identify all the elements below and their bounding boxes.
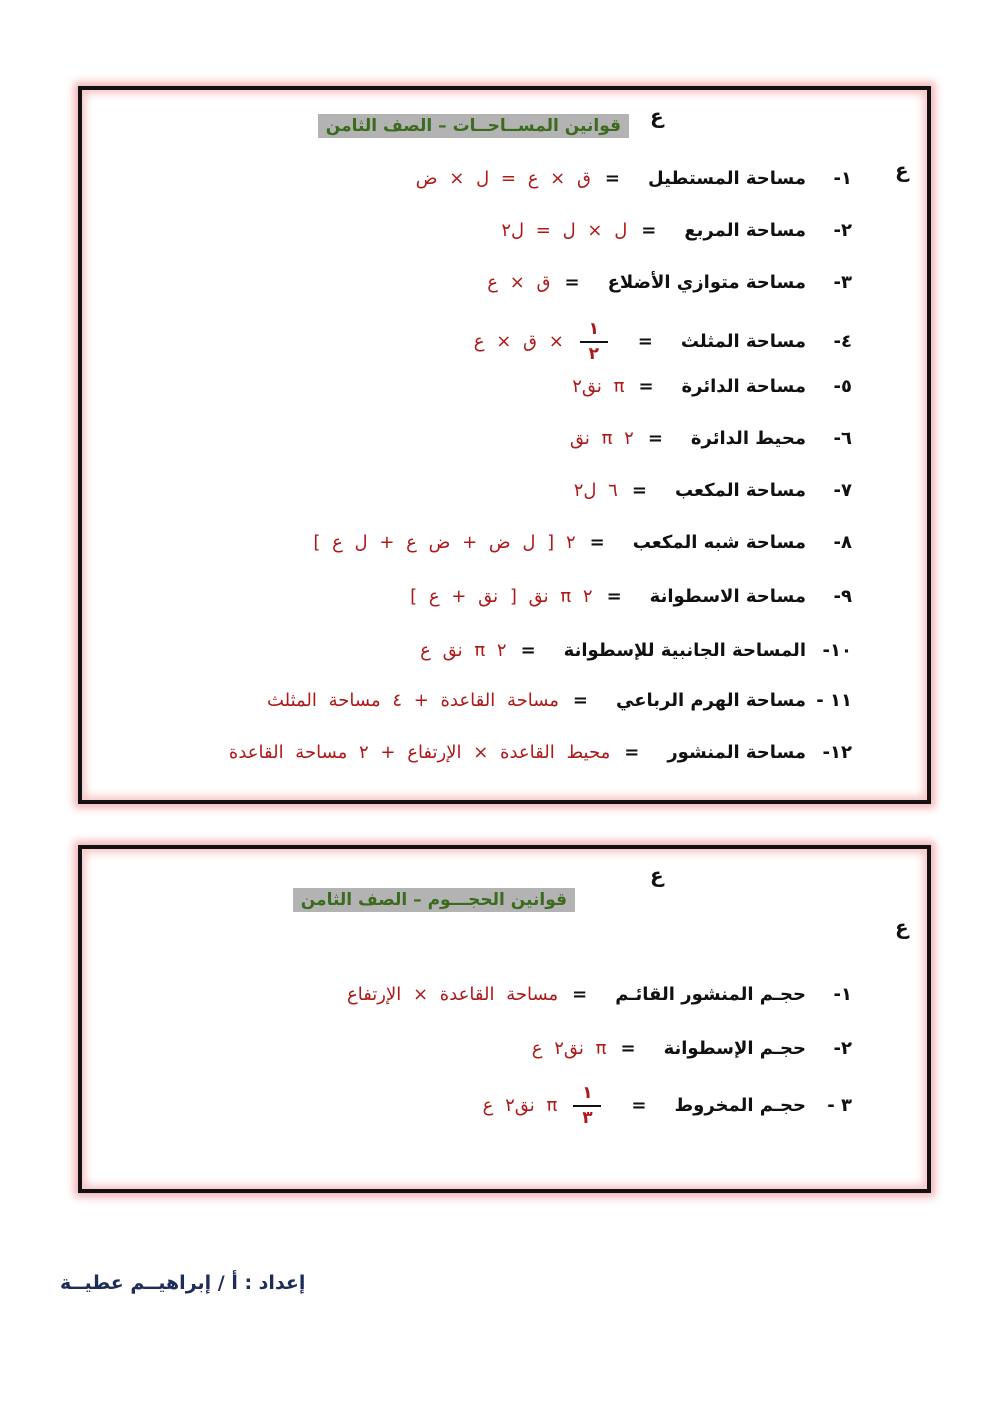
formula-label: مساحة المثلث [680, 331, 806, 352]
row-number: ٧- [833, 480, 852, 501]
formula-expression: × ق × ع [473, 331, 564, 352]
formula-row [574, 478, 852, 504]
equals-sign: = [620, 1038, 636, 1059]
formula-label: محيط الدائرة [690, 428, 806, 449]
formula-row [474, 320, 852, 364]
formula-row [487, 270, 852, 296]
stray-mark: ع [650, 104, 664, 128]
formula-expression: π نق٢ ع [531, 1038, 607, 1059]
formula-label: حجـم المنشور القائـم [615, 984, 806, 1005]
formula-label: مساحة الاسطوانة [649, 586, 806, 607]
formula-row [483, 1084, 852, 1128]
formula-label: مساحة الهرم الرباعي [616, 690, 806, 711]
fraction-numerator: ١ [582, 1083, 593, 1103]
equals-sign: = [572, 690, 588, 711]
formula-row [416, 166, 852, 192]
row-number: ٨- [833, 532, 852, 553]
formula-row [267, 688, 852, 714]
row-number: ٤- [833, 331, 852, 352]
formula-expression: π نق٢ [572, 376, 625, 397]
equals-sign: = [647, 428, 663, 449]
formula-expression: π نق٢ ع [482, 1095, 558, 1116]
formula-expression: ل × ل = ل٢ [501, 220, 628, 241]
fraction-bar [580, 341, 608, 343]
volumes-title: قوانين الحجـــوم – الصف الثامن [293, 888, 575, 912]
author-credit: إعداد : أ / إبراهيــم عطيــة [60, 1272, 306, 1294]
areas-title: قوانين المســاحــات – الصف الثامن [318, 114, 629, 138]
fraction-numerator: ١ [588, 319, 599, 339]
formula-row [501, 218, 852, 244]
formula-label: المساحة الجانبية للإسطوانة [563, 640, 806, 661]
fraction-denominator: ٣ [582, 1108, 593, 1128]
formula-row [572, 374, 852, 400]
formula-label: مساحة المربع [684, 220, 806, 241]
formula-expression: ٢ π نق ع [420, 640, 507, 661]
row-number: ٣- [833, 272, 852, 293]
equals-sign: = [520, 640, 536, 661]
formula-expression: ق × ع = ل × ض [415, 168, 591, 189]
formula-expression: ٦ ل٢ [573, 480, 618, 501]
row-number: ٦- [833, 428, 852, 449]
row-number: ١- [833, 984, 852, 1005]
equals-sign: = [606, 586, 622, 607]
formula-row [347, 982, 852, 1008]
formula-expression: محيط القاعدة × الإرتفاع + ٢ مساحة القاعدة [228, 742, 611, 763]
equals-sign: = [604, 168, 621, 189]
equals-sign: = [572, 984, 588, 1005]
equals-sign: = [589, 532, 605, 553]
formula-label: مساحة المستطيل [648, 168, 806, 189]
formula-label: حجـم الإسطوانة [663, 1038, 806, 1059]
fraction-denominator: ٢ [588, 344, 599, 364]
row-number: ١٠- [822, 640, 852, 661]
formula-expression: ٢ π نق [ نق + ع ] [410, 586, 593, 607]
row-number: ١٢- [822, 742, 852, 763]
formula-expression: ق × ع [487, 272, 551, 293]
row-number: ١- [833, 168, 852, 189]
row-number: ٥- [833, 376, 852, 397]
equals-sign: = [564, 272, 580, 293]
formula-label: مساحة المنشور [667, 742, 806, 763]
equals-sign: = [637, 331, 653, 352]
fraction [580, 320, 608, 364]
equals-sign: = [641, 220, 657, 241]
formula-label: مساحة شبه المكعب [632, 532, 806, 553]
stray-mark: ع [895, 158, 909, 182]
row-number: ٢- [833, 1038, 852, 1059]
formula-expression: ٢ π نق [569, 428, 634, 449]
row-number: ٩- [833, 586, 852, 607]
equals-sign: = [638, 376, 654, 397]
formula-expression: مساحة القاعدة + ٤ مساحة المثلث [266, 690, 559, 711]
formula-label: مساحة المكعب [674, 480, 806, 501]
formula-row [420, 638, 852, 664]
equals-sign: = [631, 480, 647, 501]
stray-mark: ع [895, 915, 909, 939]
row-number: ٣ - [827, 1095, 852, 1116]
formula-label: حجـم المخروط [674, 1095, 806, 1116]
formula-row [229, 740, 852, 766]
row-number: ٢- [833, 220, 852, 241]
row-number: ١١ - [816, 690, 852, 711]
stray-mark: ع [650, 863, 664, 887]
formula-expression: مساحة القاعدة × الإرتفاع [346, 984, 559, 1005]
formula-label: مساحة الدائرة [681, 376, 806, 397]
formula-row [313, 530, 852, 556]
formula-row [410, 584, 852, 610]
equals-sign: = [624, 742, 640, 763]
fraction-bar [573, 1105, 601, 1107]
formula-label: مساحة متوازي الأضلاع [607, 272, 806, 293]
formula-expression: ٢ [ ل ض + ض ع + ل ع ] [313, 532, 576, 553]
formula-row [570, 426, 852, 452]
formula-row [532, 1036, 852, 1062]
fraction [573, 1084, 601, 1128]
equals-sign: = [631, 1095, 647, 1116]
